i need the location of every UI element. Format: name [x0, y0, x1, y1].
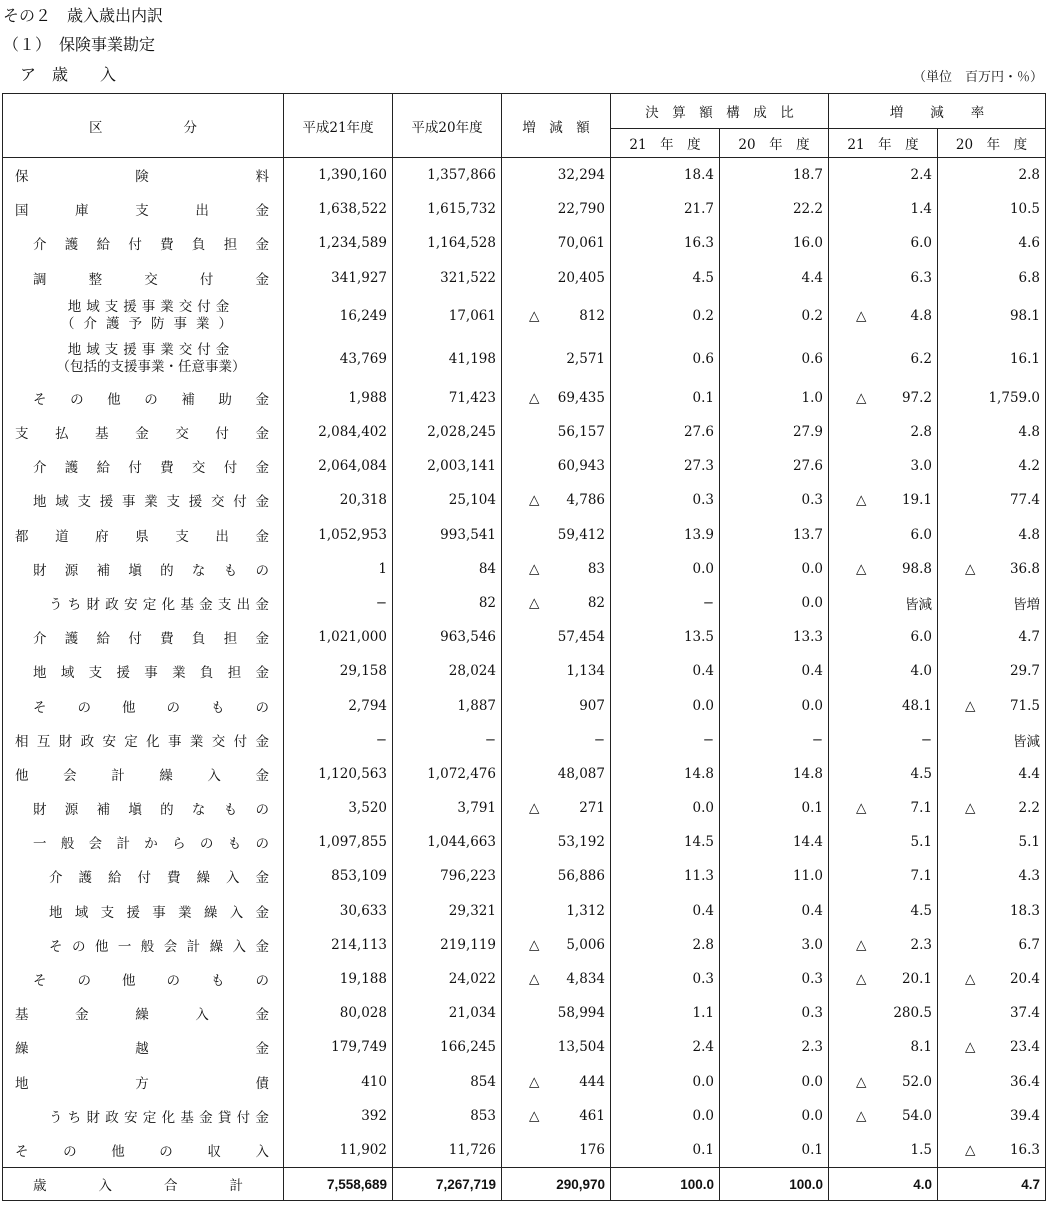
row-label: 相 互 財 政 安 定 化 事 業 交 付 金: [3, 723, 284, 757]
ratio-20: 0.0: [720, 1099, 829, 1133]
rate-21: △ 97.2: [829, 381, 938, 415]
rate-20: 6.8: [938, 261, 1046, 295]
value-h21: 20,318: [284, 483, 393, 517]
row-label: 介 護 給 付 費 負 担 金: [3, 620, 284, 654]
rate-20: △ 2.2: [938, 791, 1046, 825]
value-h21: −: [284, 723, 393, 757]
value-diff: △ 812: [502, 295, 611, 338]
value-h20: 41,198: [393, 338, 502, 381]
header-rate-20: 20 年 度: [938, 129, 1046, 158]
table-row: [3, 226, 1046, 260]
value-h21: 2,064,084: [284, 449, 393, 483]
value-h20: 28,024: [393, 654, 502, 688]
value-h21: −: [284, 586, 393, 620]
row-label: そ の 他 の 補 助 金: [3, 381, 284, 415]
table-row: [3, 381, 1046, 415]
ratio-21: 18.4: [611, 158, 720, 193]
ratio-20: 0.3: [720, 996, 829, 1030]
rate-20: 39.4: [938, 1099, 1046, 1133]
rate-21: 7.1: [829, 859, 938, 893]
rate-21: △ 20.1: [829, 962, 938, 996]
ratio-20: 0.1: [720, 791, 829, 825]
rate-20: 18.3: [938, 894, 1046, 928]
section-title: その２ 歳入歳出内訳: [3, 6, 164, 25]
rate-20: 98.1: [938, 295, 1046, 338]
row-label: 介 護 給 付 費 交 付 金: [3, 449, 284, 483]
rate-21: 8.1: [829, 1030, 938, 1064]
table-row: [3, 261, 1046, 295]
value-diff: △ 444: [502, 1065, 611, 1099]
table-row: [3, 654, 1046, 688]
value-h20: 1,615,732: [393, 192, 502, 226]
ratio-21: 21.7: [611, 192, 720, 226]
ratio-21: 27.6: [611, 415, 720, 449]
rate-20: 4.3: [938, 859, 1046, 893]
value-h21: 1,234,589: [284, 226, 393, 260]
ratio-21: 0.6: [611, 338, 720, 381]
ratio-21: 0.0: [611, 1065, 720, 1099]
value-h21: 16,249: [284, 295, 393, 338]
table-row: [3, 723, 1046, 757]
rate-20: 4.7: [938, 620, 1046, 654]
value-h20: 1,044,663: [393, 825, 502, 859]
rate-20: 6.7: [938, 928, 1046, 962]
rate-21: 5.1: [829, 825, 938, 859]
subsection-title: （１） 保険事業勘定: [3, 35, 156, 54]
table-row: [3, 1099, 1046, 1133]
rate-21: 4.0: [829, 654, 938, 688]
rate-20: 10.5: [938, 192, 1046, 226]
ratio-21: 0.0: [611, 688, 720, 722]
value-diff: 56,157: [502, 415, 611, 449]
value-diff: 32,294: [502, 158, 611, 193]
ratio-20: 27.9: [720, 415, 829, 449]
header-diff: 増 減 額: [502, 94, 611, 158]
row-label: 基 金 繰 入 金: [3, 996, 284, 1030]
table-row: [3, 996, 1046, 1030]
value-diff: 2,571: [502, 338, 611, 381]
rate-20: 29.7: [938, 654, 1046, 688]
rate-20: △ 23.4: [938, 1030, 1046, 1064]
ratio-20: 13.3: [720, 620, 829, 654]
value-h21: 3,520: [284, 791, 393, 825]
rate-21: △ 98.8: [829, 552, 938, 586]
ratio-21: 13.5: [611, 620, 720, 654]
rate-21: 6.3: [829, 261, 938, 295]
total-rate-20: 4.7: [938, 1168, 1046, 1201]
ratio-20: 0.6: [720, 338, 829, 381]
value-h21: 392: [284, 1099, 393, 1133]
ratio-21: 4.5: [611, 261, 720, 295]
value-h21: 2,794: [284, 688, 393, 722]
header-h20: 平成20年度: [393, 94, 502, 158]
value-diff: △ 461: [502, 1099, 611, 1133]
value-diff: △ 4,834: [502, 962, 611, 996]
value-h20: −: [393, 723, 502, 757]
value-h20: 1,164,528: [393, 226, 502, 260]
value-h21: 1,021,000: [284, 620, 393, 654]
header-ratio-group: 決 算 額 構 成 比: [611, 94, 829, 129]
value-diff: 13,504: [502, 1030, 611, 1064]
ratio-21: 0.1: [611, 1133, 720, 1168]
row-label: 繰 越 金: [3, 1030, 284, 1064]
table-row: [3, 552, 1046, 586]
row-label: 一 般 会 計 か ら の も の: [3, 825, 284, 859]
rate-20: 4.8: [938, 518, 1046, 552]
rate-21: 2.4: [829, 158, 938, 193]
row-label: 地 域 支 援 事 業 負 担 金: [3, 654, 284, 688]
header-category: 区 分: [3, 94, 284, 158]
rate-21: 3.0: [829, 449, 938, 483]
rate-20: 4.2: [938, 449, 1046, 483]
value-h21: 1,120,563: [284, 757, 393, 791]
total-rate-21: 4.0: [829, 1168, 938, 1201]
value-diff: 176: [502, 1133, 611, 1168]
rate-20: 4.8: [938, 415, 1046, 449]
value-h20: 1,357,866: [393, 158, 502, 193]
total-value-h20: 7,267,719: [393, 1168, 502, 1201]
ratio-21: 0.0: [611, 791, 720, 825]
ratio-21: −: [611, 723, 720, 757]
rate-20: 皆減: [938, 723, 1046, 757]
value-h21: 214,113: [284, 928, 393, 962]
ratio-21: 0.4: [611, 894, 720, 928]
ratio-21: 0.0: [611, 1099, 720, 1133]
rate-21: 280.5: [829, 996, 938, 1030]
row-label: 保 険 料: [3, 158, 284, 193]
total-value-diff: 290,970: [502, 1168, 611, 1201]
value-h20: 71,423: [393, 381, 502, 415]
rate-20: △ 16.3: [938, 1133, 1046, 1168]
value-h21: 1,638,522: [284, 192, 393, 226]
value-h20: 29,321: [393, 894, 502, 928]
total-value-h21: 7,558,689: [284, 1168, 393, 1201]
rate-21: 皆減: [829, 586, 938, 620]
total-ratio-21: 100.0: [611, 1168, 720, 1201]
row-label: 地域支援事業交付金 （介護予防事業）: [3, 295, 284, 338]
value-diff: △ 69,435: [502, 381, 611, 415]
revenue-table: [2, 93, 1046, 1201]
ratio-20: 0.3: [720, 962, 829, 996]
ratio-20: 0.0: [720, 1065, 829, 1099]
table-row: [3, 449, 1046, 483]
table-row: [3, 859, 1046, 893]
header-h21: 平成21年度: [284, 94, 393, 158]
value-diff: 58,994: [502, 996, 611, 1030]
row-label: 財 源 補 塡 的 な も の: [3, 552, 284, 586]
rate-20: 5.1: [938, 825, 1046, 859]
ratio-21: 0.4: [611, 654, 720, 688]
table-row: [3, 757, 1046, 791]
ratio-21: 0.0: [611, 552, 720, 586]
ratio-20: 1.0: [720, 381, 829, 415]
value-diff: 20,405: [502, 261, 611, 295]
header-rate-21: 21 年 度: [829, 129, 938, 158]
value-diff: 60,943: [502, 449, 611, 483]
row-label: そ の 他 の も の: [3, 962, 284, 996]
rate-20: △ 71.5: [938, 688, 1046, 722]
ratio-20: 0.4: [720, 894, 829, 928]
value-h20: 321,522: [393, 261, 502, 295]
table-row: [3, 586, 1046, 620]
rate-20: 2.8: [938, 158, 1046, 193]
ratio-20: 4.4: [720, 261, 829, 295]
ratio-20: 0.0: [720, 552, 829, 586]
ratio-20: 11.0: [720, 859, 829, 893]
value-diff: 59,412: [502, 518, 611, 552]
row-label: 介 護 給 付 費 繰 入 金: [3, 859, 284, 893]
table-row: [3, 928, 1046, 962]
row-label: 都 道 府 県 支 出 金: [3, 518, 284, 552]
rate-20: 皆増: [938, 586, 1046, 620]
value-diff: 53,192: [502, 825, 611, 859]
row-label: 財 源 補 塡 的 な も の: [3, 791, 284, 825]
rate-21: 4.5: [829, 894, 938, 928]
row-label: 他 会 計 繰 入 金: [3, 757, 284, 791]
rate-21: 6.0: [829, 226, 938, 260]
value-diff: −: [502, 723, 611, 757]
rate-21: △ 19.1: [829, 483, 938, 517]
value-h21: 1,097,855: [284, 825, 393, 859]
row-label: 支 払 基 金 交 付 金: [3, 415, 284, 449]
ratio-21: 0.3: [611, 483, 720, 517]
value-h21: 1,052,953: [284, 518, 393, 552]
revenue-title: ア 歳 入: [20, 65, 117, 84]
rate-21: 48.1: [829, 688, 938, 722]
row-label: そ の 他 の も の: [3, 688, 284, 722]
value-h21: 179,749: [284, 1030, 393, 1064]
value-diff: 1,134: [502, 654, 611, 688]
value-diff: △ 82: [502, 586, 611, 620]
ratio-20: 16.0: [720, 226, 829, 260]
row-label: 地域支援事業交付金 （包括的支援事業・任意事業）: [3, 338, 284, 381]
value-diff: 56,886: [502, 859, 611, 893]
table-row: [3, 688, 1046, 722]
rate-21: 6.0: [829, 620, 938, 654]
rate-20: 37.4: [938, 996, 1046, 1030]
ratio-21: 16.3: [611, 226, 720, 260]
ratio-20: 2.3: [720, 1030, 829, 1064]
ratio-20: 0.1: [720, 1133, 829, 1168]
rate-21: 1.5: [829, 1133, 938, 1168]
rate-21: △ 52.0: [829, 1065, 938, 1099]
row-label: 介 護 給 付 費 負 担 金: [3, 226, 284, 260]
ratio-20: 22.2: [720, 192, 829, 226]
value-diff: 22,790: [502, 192, 611, 226]
value-h20: 1,887: [393, 688, 502, 722]
header-ratio-20: 20 年 度: [720, 129, 829, 158]
table-row: [3, 894, 1046, 928]
ratio-21: 2.8: [611, 928, 720, 962]
ratio-21: 2.4: [611, 1030, 720, 1064]
value-h21: 80,028: [284, 996, 393, 1030]
row-label: 歳 入 合 計: [3, 1168, 284, 1201]
value-h20: 219,119: [393, 928, 502, 962]
ratio-20: 3.0: [720, 928, 829, 962]
value-h21: 341,927: [284, 261, 393, 295]
value-h21: 853,109: [284, 859, 393, 893]
rate-20: △ 36.8: [938, 552, 1046, 586]
value-diff: 48,087: [502, 757, 611, 791]
row-label: う ち 財 政 安 定 化 基 金 支 出 金: [3, 586, 284, 620]
value-h20: 993,541: [393, 518, 502, 552]
ratio-20: 13.7: [720, 518, 829, 552]
rate-21: 6.0: [829, 518, 938, 552]
rate-21: 2.8: [829, 415, 938, 449]
total-row: [3, 1168, 1046, 1201]
unit-note: （単位 百万円・％）: [912, 70, 1043, 85]
rate-21: 1.4: [829, 192, 938, 226]
value-diff: △ 5,006: [502, 928, 611, 962]
rate-20: 1,759.0: [938, 381, 1046, 415]
value-h20: 17,061: [393, 295, 502, 338]
value-diff: 57,454: [502, 620, 611, 654]
ratio-20: 14.8: [720, 757, 829, 791]
value-h20: 3,791: [393, 791, 502, 825]
ratio-21: 0.2: [611, 295, 720, 338]
value-h20: 854: [393, 1065, 502, 1099]
value-h20: 963,546: [393, 620, 502, 654]
rate-20: 4.4: [938, 757, 1046, 791]
value-h21: 30,633: [284, 894, 393, 928]
value-h21: 2,084,402: [284, 415, 393, 449]
value-h21: 1,390,160: [284, 158, 393, 193]
value-h20: 2,028,245: [393, 415, 502, 449]
value-h21: 1,988: [284, 381, 393, 415]
rate-20: △ 20.4: [938, 962, 1046, 996]
rate-21: −: [829, 723, 938, 757]
row-label: 地 域 支 援 事 業 繰 入 金: [3, 894, 284, 928]
value-h20: 11,726: [393, 1133, 502, 1168]
table-row: [3, 518, 1046, 552]
row-label: 地 域 支 援 事 業 支 援 交 付 金: [3, 483, 284, 517]
ratio-21: 27.3: [611, 449, 720, 483]
table-row: [3, 192, 1046, 226]
value-h21: 1: [284, 552, 393, 586]
ratio-21: 0.1: [611, 381, 720, 415]
ratio-21: 1.1: [611, 996, 720, 1030]
ratio-20: 18.7: [720, 158, 829, 193]
ratio-20: 27.6: [720, 449, 829, 483]
header-rate-group: 増 減 率: [829, 94, 1046, 129]
value-h20: 82: [393, 586, 502, 620]
rate-21: △ 2.3: [829, 928, 938, 962]
total-ratio-20: 100.0: [720, 1168, 829, 1201]
rate-21: 6.2: [829, 338, 938, 381]
table-body: [3, 158, 1046, 1201]
rate-21: 4.5: [829, 757, 938, 791]
value-h21: 29,158: [284, 654, 393, 688]
row-label: そ の 他 一 般 会 計 繰 入 金: [3, 928, 284, 962]
value-diff: 1,312: [502, 894, 611, 928]
header-ratio-21: 21 年 度: [611, 129, 720, 158]
ratio-21: 14.8: [611, 757, 720, 791]
ratio-20: 0.4: [720, 654, 829, 688]
value-diff: 70,061: [502, 226, 611, 260]
table-row: [3, 483, 1046, 517]
value-diff: 907: [502, 688, 611, 722]
value-h21: 43,769: [284, 338, 393, 381]
ratio-21: 13.9: [611, 518, 720, 552]
row-label: 地 方 債: [3, 1065, 284, 1099]
value-h20: 84: [393, 552, 502, 586]
table-row: [3, 1065, 1046, 1099]
table-row: [3, 295, 1046, 338]
value-h20: 21,034: [393, 996, 502, 1030]
ratio-21: 14.5: [611, 825, 720, 859]
table-row: [3, 1133, 1046, 1168]
rate-21: △ 54.0: [829, 1099, 938, 1133]
ratio-20: 0.0: [720, 586, 829, 620]
rate-21: △ 7.1: [829, 791, 938, 825]
ratio-20: 0.0: [720, 688, 829, 722]
value-h20: 1,072,476: [393, 757, 502, 791]
value-h20: 796,223: [393, 859, 502, 893]
row-label: 国 庫 支 出 金: [3, 192, 284, 226]
rate-21: △ 4.8: [829, 295, 938, 338]
row-label: う ち 財 政 安 定 化 基 金 貸 付 金: [3, 1099, 284, 1133]
table-row: [3, 825, 1046, 859]
table-row: [3, 791, 1046, 825]
row-label: そ の 他 の 収 入: [3, 1133, 284, 1168]
value-diff: △ 83: [502, 552, 611, 586]
row-label: 調 整 交 付 金: [3, 261, 284, 295]
ratio-20: 0.3: [720, 483, 829, 517]
value-h21: 19,188: [284, 962, 393, 996]
table-row: [3, 158, 1046, 193]
ratio-21: −: [611, 586, 720, 620]
rate-20: 16.1: [938, 338, 1046, 381]
value-h20: 25,104: [393, 483, 502, 517]
rate-20: 36.4: [938, 1065, 1046, 1099]
value-diff: △ 271: [502, 791, 611, 825]
table-row: [3, 1030, 1046, 1064]
value-h21: 11,902: [284, 1133, 393, 1168]
ratio-20: 14.4: [720, 825, 829, 859]
table-row: [3, 962, 1046, 996]
table-row: [3, 620, 1046, 654]
ratio-21: 11.3: [611, 859, 720, 893]
value-h20: 24,022: [393, 962, 502, 996]
ratio-20: −: [720, 723, 829, 757]
ratio-20: 0.2: [720, 295, 829, 338]
value-h20: 853: [393, 1099, 502, 1133]
value-h20: 2,003,141: [393, 449, 502, 483]
value-diff: △ 4,786: [502, 483, 611, 517]
ratio-21: 0.3: [611, 962, 720, 996]
value-h21: 410: [284, 1065, 393, 1099]
value-h20: 166,245: [393, 1030, 502, 1064]
table-row: [3, 338, 1046, 381]
rate-20: 4.6: [938, 226, 1046, 260]
table-row: [3, 415, 1046, 449]
rate-20: 77.4: [938, 483, 1046, 517]
